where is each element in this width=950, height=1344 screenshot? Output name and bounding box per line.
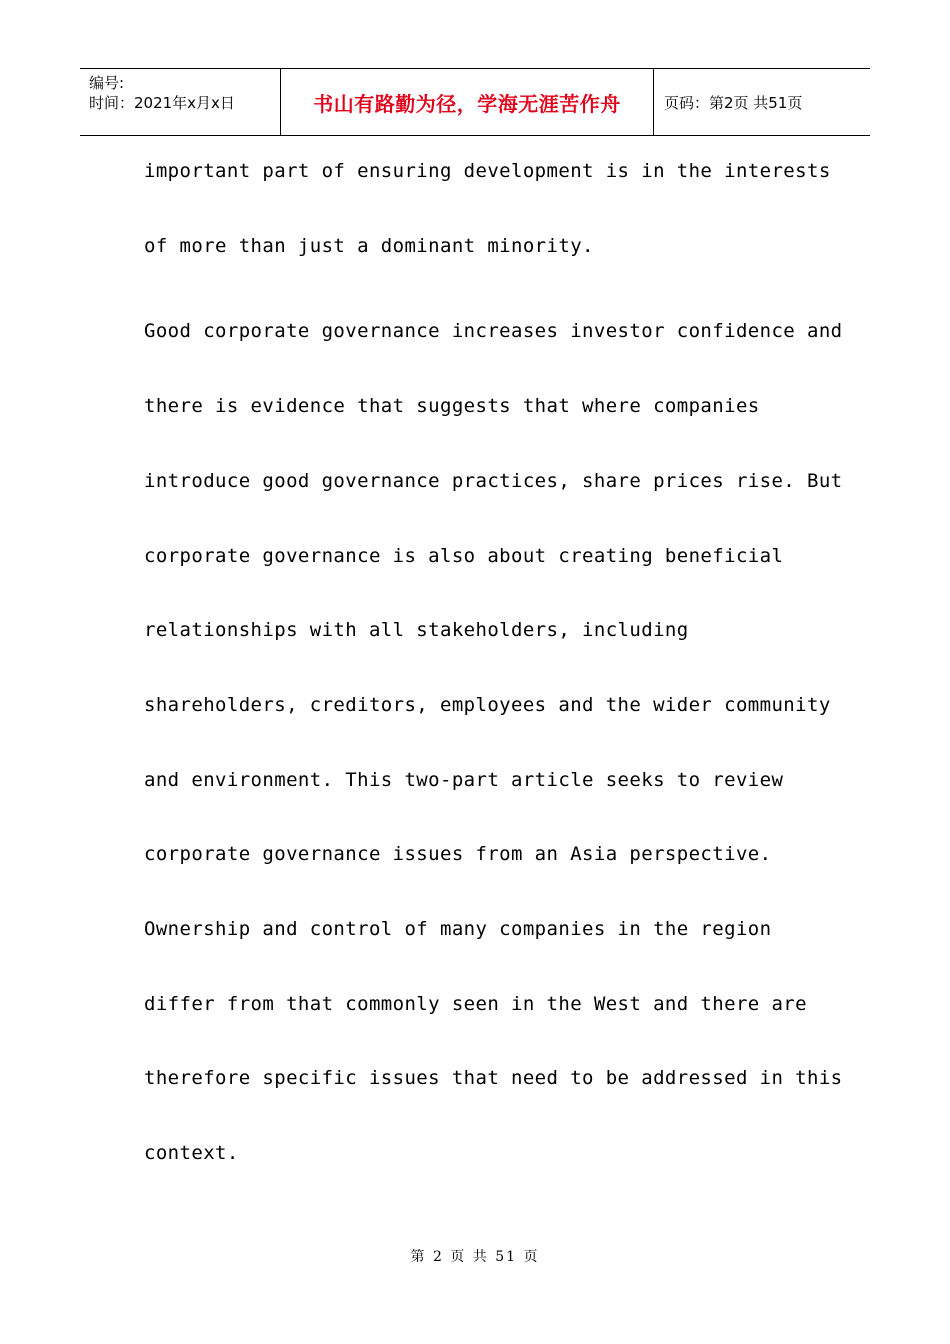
body-line: Ownership and control of many companies in the region xyxy=(144,918,772,940)
body-line: of more than just a dominant minority. xyxy=(144,235,594,257)
date-line: 时间：2021年x月x日 xyxy=(89,94,235,112)
header-page-info: 页码：第2页 共51页 xyxy=(664,93,803,112)
number-label: 编号: xyxy=(89,74,125,92)
body-line: relationships with all stakeholders, including xyxy=(144,619,689,641)
document-header xyxy=(80,68,870,136)
body-line: differ from that commonly seen in the West and there are xyxy=(144,993,807,1015)
body-line: corporate governance is also about creating beneficial xyxy=(144,545,784,567)
header-motto: 书山有路勤为径，学海无涯苦作舟 xyxy=(281,69,654,135)
body-line: therefore specific issues that need to be addressed in this xyxy=(144,1067,843,1089)
page-footer: 第 2 页 共 51 页 xyxy=(410,1249,540,1265)
body-line: introduce good governance practices, share prices rise. But xyxy=(144,470,843,492)
body-line: shareholders, creditors, employees and the wider community xyxy=(144,694,831,716)
header-meta xyxy=(80,69,281,135)
body-line: and environment. This two-part article seeks to review xyxy=(144,769,784,791)
body-line: corporate governance issues from an Asia perspective. xyxy=(144,843,772,865)
body-line: there is evidence that suggests that where companies xyxy=(144,395,760,417)
body-line: important part of ensuring development is in the interests xyxy=(144,160,831,182)
body-line: context. xyxy=(144,1142,239,1164)
body-line: Good corporate governance increases investor confidence and xyxy=(144,320,843,342)
